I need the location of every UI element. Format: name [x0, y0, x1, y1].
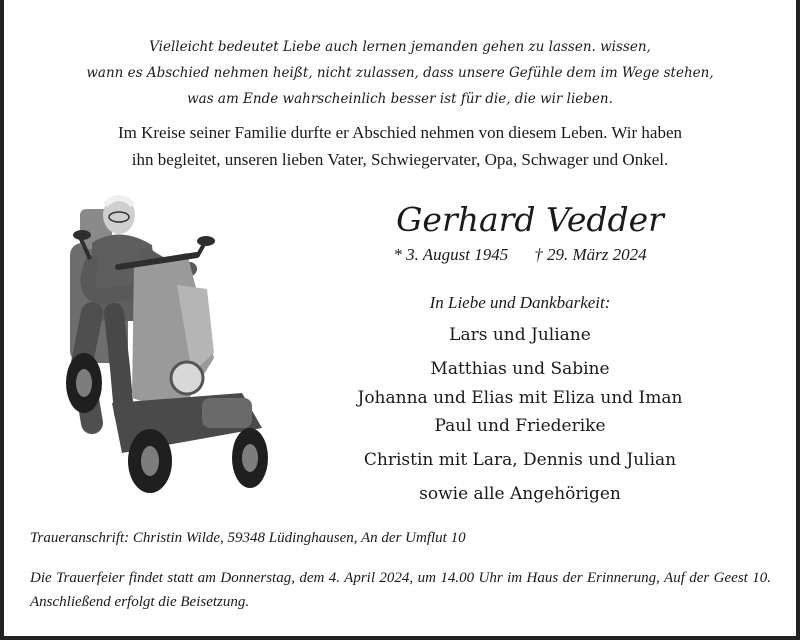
mourning-address: Traueranschrift: Christin Wilde, 59348 Lüdinghausen, An der Umflut 10: [30, 530, 466, 546]
portrait-photo: [62, 193, 274, 493]
quote-line: wann es Abschied nehmen heißt, nicht zulassen, dass unsere Gefühle dem im Wege stehen,: [86, 65, 714, 81]
mourner-line: Christin mit Lara, Dennis und Julian: [363, 450, 677, 470]
intro-text: [20, 119, 780, 173]
quote-line: was am Ende wahrscheinlich besser ist für die, die wir lieben.: [187, 91, 613, 107]
mourner-line: Johanna und Elias mit Eliza und Iman: [357, 388, 683, 408]
intro-line: ihn begleitet, unseren lieben Vater, Schwiegervater, Opa, Schwager und Onkel.: [131, 150, 669, 169]
mourner-line: Paul und Friederike: [434, 416, 606, 436]
intro-line: Im Kreise seiner Familie durfte er Abschied nehmen von diesem Leben. Wir haben: [117, 123, 683, 142]
opening-quote: [30, 34, 770, 112]
mourner-line: sowie alle Angehörigen: [419, 484, 621, 504]
quote-line: Vielleicht bedeutet Liebe auch lernen jemanden gehen zu lassen. wissen,: [149, 39, 651, 55]
funeral-service-info: Die Trauerfeier findet statt am Donnerstag, dem 4. April 2024, um 14.00 Uhr im Haus der Erinnerung, Auf der Geest 10. Anschließend erfolgt die Beisetzung.: [30, 570, 771, 610]
life-dates: [330, 242, 710, 268]
mourners-heading: In Liebe und Dankbarkeit:: [429, 293, 611, 312]
mourner-line: Matthias und Sabine: [430, 359, 610, 379]
mourner-line: Lars und Juliane: [449, 325, 591, 345]
deceased-name: Gerhard Vedder: [396, 200, 664, 239]
death-date: † 29. März 2024: [534, 245, 647, 264]
man-on-mobility-scooter-photo: [62, 193, 274, 493]
birth-date: * 3. August 1945: [393, 245, 509, 264]
